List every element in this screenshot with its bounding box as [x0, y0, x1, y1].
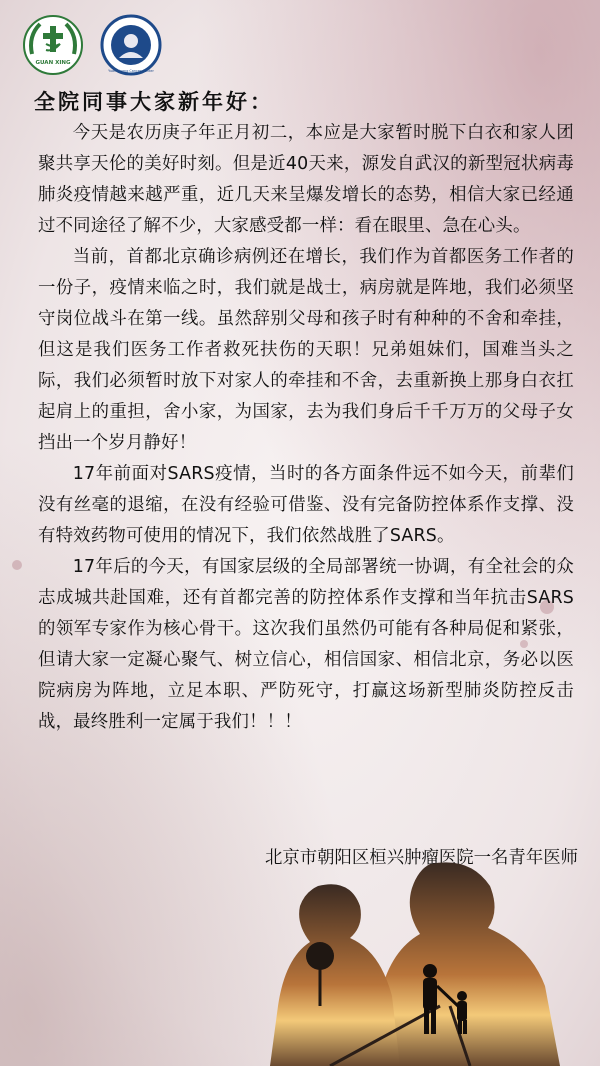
paragraph-1: 今天是农历庚子年正月初二，本应是大家暂时脱下白衣和家人团聚共享天伦的美好时刻。但是近40天来，源发自武汉的新型冠状病毒肺炎疫情越来越严重，近几天来呈爆发增长的态势，相信大家已经通过不同途径了解不少，大家感受都一样：看在眼里、急在心头。: [38, 123, 574, 236]
ink-splat: [12, 560, 22, 570]
hospital-emblem-right: [100, 14, 162, 76]
letter-title: 全院同事大家新年好：: [34, 89, 274, 114]
header-logos: [22, 14, 162, 76]
family-silhouette-illustration: [0, 856, 600, 1066]
letter-body: [38, 118, 574, 738]
paragraph-3: 17年前面对SARS疫情，当时的各方面条件远不如今天，前辈们没有丝毫的退缩，在没有经验可借鉴、没有完备防控体系作支撑、没有特效药物可使用的情况下，我们依然战胜了SARS。: [38, 464, 574, 546]
paragraph-4: 17年后的今天，有国家层级的全局部署统一协调，有全社会的众志成城共赴国难，还有首都完善的防控体系作支撑和当年抗击SARS的领军专家作为核心骨干。这次我们虽然仍可能有各种局促和紧张，但请大家一定凝心聚气、树立信心，相信国家、相信北京，务必以医院病房为阵地，立足本职、严防死守，打赢这场新型肺炎防控反击战，最终胜利一定属于我们！！！: [38, 557, 574, 732]
paragraph-2: 当前，首都北京确诊病例还在增长，我们作为首都医务工作者的一份子，疫情来临之时，我们就是战士，病房就是阵地，我们必须坚守岗位战斗在第一线。虽然辞别父母和孩子时有种种的不舍和牵挂，但这是我们医务工作者救死扶伤的天职！兄弟姐妹们，国难当头之际，我们必须暂时放下对家人的牵挂和不舍，去重新换上那身白衣扛起肩上的重担，舍小家，为国家，去为我们身后千千万万的父母子女挡出一个岁月静好！: [38, 247, 574, 453]
signature: 北京市朝阳区桓兴肿瘤医院一名青年医师: [264, 848, 578, 868]
logo-left-text: GUAN XING: [35, 60, 71, 66]
hospital-emblem-left: [22, 14, 84, 76]
logo-right-text: Yuan Huang Cancer Center: [108, 69, 154, 73]
